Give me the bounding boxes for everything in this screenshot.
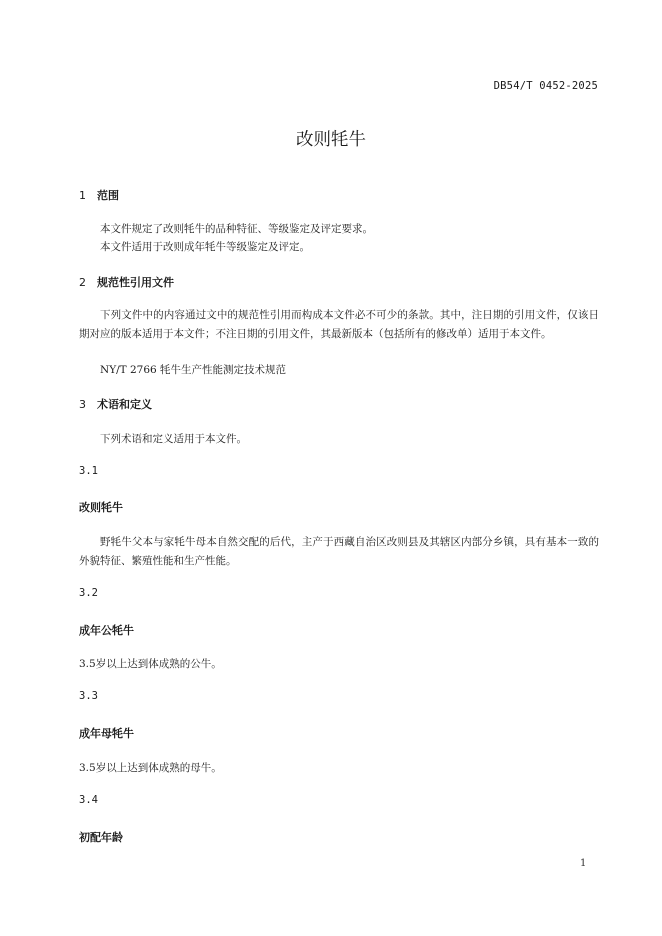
term-3-3-number: 3.3 (79, 690, 98, 702)
term-3-1-definition: 野牦牛父本与家牦牛母本自然交配的后代，主产于西藏自治区改则县及其辖区内部分乡镇，具有基本一致的外貌特征、繁殖性能和生产性能。 (79, 536, 599, 567)
terms-intro: 下列术语和定义适用于本文件。 (100, 433, 247, 445)
scope-paragraph-2: 本文件适用于改则成年牦牛等级鉴定及评定。 (100, 241, 310, 253)
document-code: DB54/T 0452-2025 (493, 80, 598, 92)
section-2-heading (79, 274, 174, 290)
section-1-heading (79, 187, 119, 203)
section-1-title: 范围 (97, 189, 119, 202)
term-3-2-number: 3.2 (79, 587, 98, 599)
section-3-number: 3 (79, 398, 86, 411)
term-3-1-number: 3.1 (79, 465, 98, 477)
term-3-4-name: 初配年龄 (79, 831, 123, 844)
section-2-number: 2 (79, 276, 86, 289)
term-3-2-definition: 3.5岁以上达到体成熟的公牛。 (79, 658, 222, 670)
term-3-3-definition: 3.5岁以上达到体成熟的母牛。 (79, 762, 222, 774)
section-3-title: 术语和定义 (97, 398, 152, 411)
section-1-number: 1 (79, 189, 86, 202)
reference-item: NY/T 2766 牦牛生产性能测定技术规范 (100, 364, 287, 376)
scope-paragraph-1: 本文件规定了改则牦牛的品种特征、等级鉴定及评定要求。 (100, 223, 373, 235)
document-title: 改则牦牛 (296, 130, 366, 150)
term-3-2-name: 成年公牦牛 (79, 624, 134, 637)
normative-references-paragraph: 下列文件中的内容通过文中的规范性引用而构成本文件必不可少的条款。其中，注日期的引用文件，仅该日期对应的版本适用于本文件；不注日期的引用文件，其最新版本（包括所有的修改单）适用于本文件。 (79, 309, 599, 340)
term-3-1-name: 改则牦牛 (79, 501, 123, 514)
page-number: 1 (580, 858, 587, 869)
section-3-heading (79, 396, 152, 412)
term-3-3-name: 成年母牦牛 (79, 727, 134, 740)
section-2-title: 规范性引用文件 (97, 276, 174, 289)
term-3-4-number: 3.4 (79, 794, 98, 806)
